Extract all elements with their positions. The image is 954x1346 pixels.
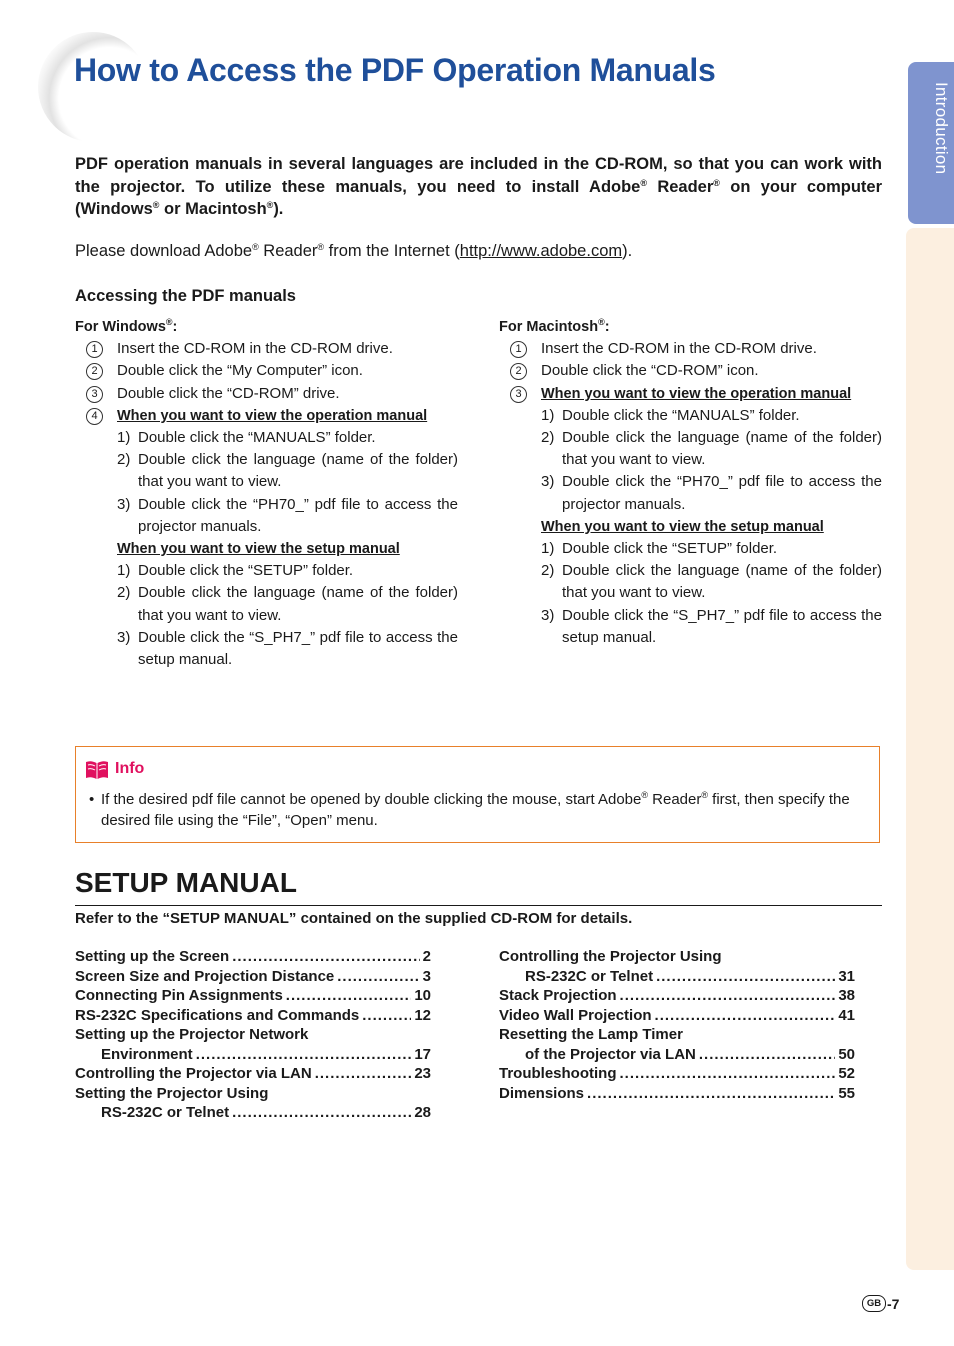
gb-badge: GB [862, 1295, 886, 1312]
windows-heading: For Windows®: [75, 317, 178, 335]
toc-entry: Setting the Projector Using [75, 1084, 269, 1102]
list-item: 2) Double click the language (name of the folder) that you want to view. [541, 429, 882, 469]
info-text: • If the desired pdf file cannot be opened by double clicking the mouse, start Adobe® Reader® first, then specify the desired file using the “File”, “Open” menu. [89, 790, 850, 829]
page-number: GB -7 [862, 1295, 899, 1312]
side-tab-label: Introduction [932, 82, 951, 175]
side-strip [906, 228, 954, 1270]
setup-manual-subheading: When you want to view the setup manual [541, 518, 824, 535]
mac-heading: For Macintosh®: [499, 317, 610, 335]
windows-column [75, 316, 458, 671]
toc-entry: Troubleshooting ..... 52 [499, 1064, 855, 1084]
toc-entry: Dimensions ..... 55 [499, 1084, 855, 1104]
list-item: 3 Double click the “CD-ROM” drive. [75, 383, 458, 405]
toc-entry: Setting up the Projector Network [75, 1026, 309, 1043]
list-item: 2) Double click the language (name of the folder) that you want to view. [117, 451, 458, 491]
toc-entry: Connecting Pin Assignments ..... 10 [75, 986, 431, 1006]
list-item: 3 When you want to view the operation manual [499, 383, 882, 405]
toc-entry: Stack Projection ..... 38 [499, 986, 855, 1006]
toc-entry: of the Projector via LAN ..... 50 [499, 1045, 855, 1065]
list-item: 1) Double click the “SETUP” folder. [117, 562, 354, 580]
toc-entry: Controlling the Projector Using [499, 948, 722, 965]
section-heading: Accessing the PDF manuals [75, 287, 296, 305]
list-item: 2 Double click the “CD-ROM” icon. [499, 360, 882, 382]
list-item: 1 Insert the CD-ROM in the CD-ROM drive. [75, 338, 458, 360]
download-line: Please download Adobe® Reader® from the Internet (http://www.adobe.com). [75, 242, 633, 260]
toc-entry: Screen Size and Projection Distance ..... 3 [75, 967, 431, 987]
adobe-link[interactable]: http://www.adobe.com [459, 242, 623, 260]
mac-column [499, 316, 882, 649]
list-item: 3) Double click the “S_PH7_” pdf file to access the setup manual. [541, 606, 882, 646]
toc-entry: Controlling the Projector via LAN ..... 23 [75, 1064, 431, 1084]
list-item: 2) Double click the language (name of the folder) that you want to view. [117, 584, 458, 624]
toc-entry: Environment ..... 17 [75, 1045, 431, 1065]
list-item: 1) Double click the “MANUALS” folder. [541, 406, 800, 424]
toc-entry: Video Wall Projection ..... 41 [499, 1006, 855, 1026]
toc-right-column [499, 947, 855, 1103]
book-icon [84, 759, 110, 781]
list-item: 3) Double click the “PH70_” pdf file to access the projector manuals. [541, 473, 882, 513]
list-item: 2 Double click the “My Computer” icon. [75, 360, 458, 382]
list-item: 3) Double click the “PH70_” pdf file to access the projector manuals. [117, 495, 458, 535]
page-title: How to Access the PDF Operation Manuals [74, 52, 716, 88]
info-title: Info [115, 760, 145, 777]
list-item: 4 When you want to view the operation manual [75, 405, 458, 427]
setup-divider [75, 905, 882, 906]
list-item: 1) Double click the “MANUALS” folder. [117, 429, 376, 447]
list-item: 2) Double click the language (name of the folder) that you want to view. [541, 562, 882, 602]
setup-manual-title: SETUP MANUAL [75, 867, 297, 898]
toc-entry: Resetting the Lamp Timer [499, 1026, 683, 1043]
list-item: 1 Insert the CD-ROM in the CD-ROM drive. [499, 338, 882, 360]
toc-entry: RS-232C Specifications and Commands ..... 12 [75, 1006, 431, 1026]
intro-paragraph: PDF operation manuals in several languages are included in the CD-ROM, so that you can work with the projector. To utilize these manuals, you need to install Adobe® Reader® on your computer (Windows® or Macintosh®). [75, 155, 882, 218]
toc-entry: Setting up the Screen ..... 2 [75, 947, 431, 967]
list-item: 3) Double click the “S_PH7_” pdf file to access the setup manual. [117, 628, 458, 669]
setup-manual-subheading: When you want to view the setup manual [117, 541, 400, 558]
toc-left-column [75, 947, 431, 1123]
list-item: 1) Double click the “SETUP” folder. [541, 540, 778, 558]
toc-entry: RS-232C or Telnet ..... 28 [75, 1103, 431, 1123]
setup-description: Refer to the “SETUP MANUAL” contained on the supplied CD-ROM for details. [75, 910, 633, 927]
toc-entry: RS-232C or Telnet ..... 31 [499, 967, 855, 987]
